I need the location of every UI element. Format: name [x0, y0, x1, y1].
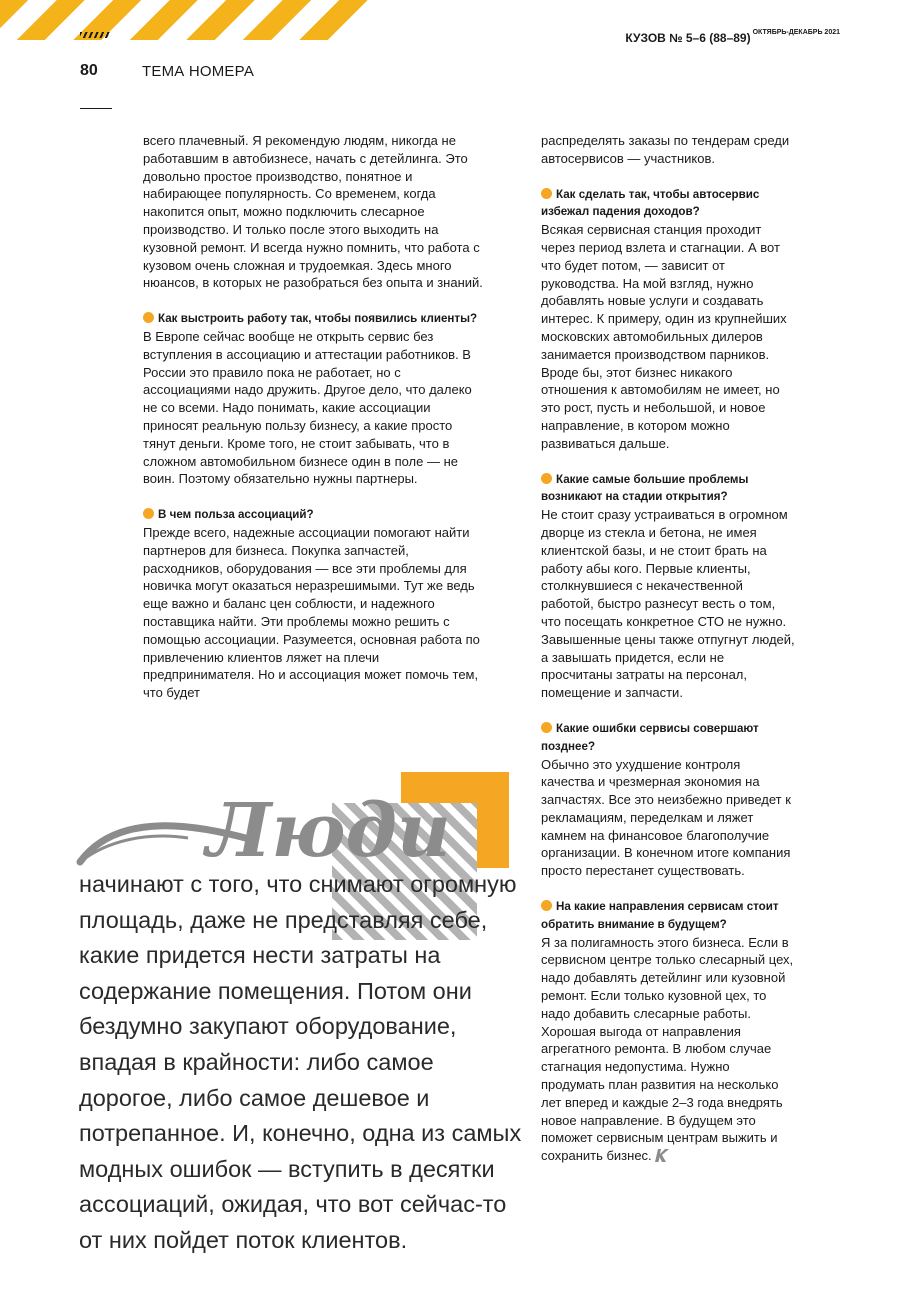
- page-number: 80: [80, 62, 98, 79]
- bullet-dot-icon: [541, 900, 552, 911]
- header-mini-stripes: [80, 32, 110, 38]
- paragraph: Всякая сервисная станция проходит через период взлета и стагнации. А вот что будет потом, — зависит от руководства. На мой взгляд, нужно добавлять новые услуги и создавать интерес. К примеру, один из крупнейших московских автомобильных дилеров занимается производством парников. Вроде бы, этот бизнес никакого отношения к автомобилям не имеет, но это рост, пусть и небольшой, и новое направление, в котором можно развиваться дальше.: [541, 222, 787, 451]
- question-heading: На какие направления сервисам стоит обратить внимание в будущем?: [541, 900, 779, 931]
- paragraph: Я за полигамность этого бизнеса. Если в сервисном центре только слесарный цех, надо добавлять детейлинг или кузовной ремонт. Если только кузовной цех, то надо добавить слесарные работы. Хорошая выгода от направления агрегатного ремонта. В любом случае стагнация недопустима. Нужно продумать план развития на несколько лет вперед и каждые 2–3 года внедрять новое направление. В будущем это поможет сервисным центрам выжить и сохранить бизнес.: [541, 934, 796, 1167]
- header-rule: [80, 108, 112, 109]
- bullet-dot-icon: [143, 508, 154, 519]
- paragraph: всего плачевный. Я рекомендую людям, никогда не работавшим в автобизнесе, начать с детейлинга. Это довольно простое производство, понятное и набирающее популярность. Со временем, когда накопится опыт, можно подключить слесарное производство. И только после этого выходить на кузовной ремонт. И всегда нужно помнить, что работа с кузовом очень сложная и трудоемкая. Здесь много нюансов, в которых не разобраться без опыта и знаний.: [143, 133, 483, 291]
- question-heading: Какие ошибки сервисы совершают позднее?: [541, 721, 759, 753]
- paragraph: Обычно это ухудшение контроля качества и чрезмерная экономия на запчастях. Все это неизбежно приведет к рекламациям, переделкам и ляжет камнем на финансовое благополучие организации. В конечном итоге компания просто перестанет существовать.: [541, 756, 791, 879]
- bullet-dot-icon: [143, 312, 154, 323]
- article-column-left: [143, 132, 488, 702]
- question-heading: Как выстроить работу так, чтобы появились клиенты?: [143, 310, 488, 328]
- script-word: Люди: [206, 788, 451, 874]
- header-stripes-decoration: [0, 0, 368, 40]
- paragraph: распределять заказы по тендерам среди автосервисов — участников.: [541, 133, 790, 166]
- bullet-dot-icon: [541, 722, 552, 733]
- article-column-right: [541, 132, 796, 1167]
- question-heading: Как сделать так, чтобы автосервис избежал падения доходов?: [541, 187, 760, 219]
- paragraph: Прежде всего, надежные ассоциации помогают найти партнеров для бизнеса. Покупка запчастей, расходников, оборудования — все эти проблемы для новичка могут оказаться неразрешимыми. Тут же ведь еще важно и баланс цен соблюсти, и надежного поставщика найти. Эти проблемы можно решить с помощью ассоциации. Разумеется, основная работа по привлечению клиентов ляжет на плечи предпринимателя. Но и ассоциация может помочь тем, что будет: [143, 524, 480, 701]
- paragraph: Не стоит сразу устраиваться в огромном дворце из стекла и бетона, не имея клиентской базы, и не стоит брать на работу абы кого. Первые клиенты, столкнувшиеся с некачественной работой, быстро разнесут весть о том, что посещать конкретное СТО не нужно. Завышенные цены также отпугнут людей, а завышать придется, если не просчитаны затраты на персонал, помещение и запчасти.: [541, 507, 795, 701]
- section-title: ТЕМА НОМЕРА: [142, 63, 255, 80]
- question-heading: Какие самые большие проблемы возникают на стадии открытия?: [541, 472, 749, 504]
- bullet-dot-icon: [541, 188, 552, 199]
- script-word-graphic: [78, 770, 451, 875]
- question-heading: В чем польза ассоциаций?: [143, 506, 488, 524]
- magazine-issue-info: [625, 29, 840, 47]
- magazine-issue: КУЗОВ № 5–6 (88–89): [625, 31, 751, 45]
- bullet-dot-icon: [541, 473, 552, 484]
- pull-quote: начинают с того, что снимают огромную площадь, даже не представляя себе, какие придется нести затраты на содержание помещения. Потом они бездумно закупают оборудование, впадая в крайности: либо самое дорогое, либо самое дешевое и потрепанное. И, конечно, одна из самых модных ошибок — вступить в десятки ассоциаций, ожидая, что вот сейчас-то от них пойдет поток клиентов.: [79, 871, 522, 1253]
- paragraph: В Европе сейчас вообще не открыть сервис без вступления в ассоциацию и аттестации работников. В России это правило пока не работает, но с ассоциациями надо дружить. Другое дело, что далеко не со всеми. Надо понимать, какие ассоциации приносят реальную пользу бизнесу, а какие просто тянут деньги. Кроме того, не стоит забывать, что в сложном автомобильном бизнесе один в поле — не воин. Поэтому обязательно нужны партнеры.: [143, 328, 472, 487]
- issue-date: ОКТЯБРЬ-ДЕКАБРЬ 2021: [752, 29, 840, 36]
- k-end-mark-icon: [655, 1149, 669, 1167]
